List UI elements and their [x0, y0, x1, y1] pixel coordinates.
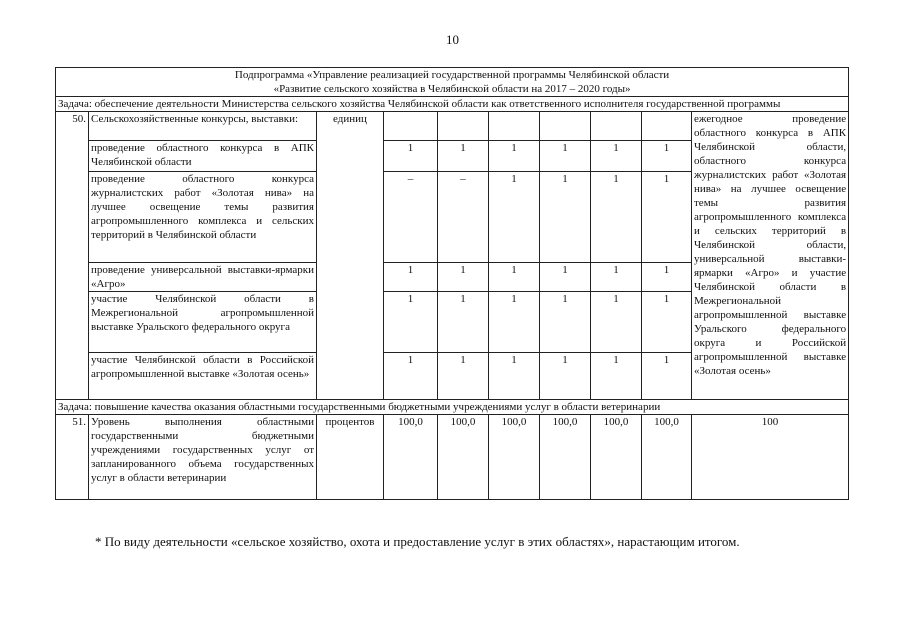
subprogram-title-row — [56, 68, 849, 97]
value-cell: 1 — [642, 353, 692, 400]
value-cell: 1 — [489, 292, 540, 353]
value-cell: 1 — [642, 141, 692, 172]
row50-number: 50. — [56, 112, 89, 400]
value-cell: 1 — [489, 141, 540, 172]
value-cell: 1 — [438, 141, 489, 172]
value-cell: 1 — [384, 263, 438, 292]
task1-row — [56, 97, 849, 112]
row51-name: Уровень выполнения областными государственными бюджетными учреждениями государственных услуг от запланированного объема государственных услуг в области ветеринарии — [89, 415, 317, 500]
value-cell: 1 — [438, 263, 489, 292]
subprogram-title — [56, 68, 849, 97]
value-cell: 1 — [591, 353, 642, 400]
value-cell: – — [438, 172, 489, 263]
row50-item-name: проведение областного конкурса журналистских работ «Золотая нива» на лучшее освещение темы развития агропромышленного комплекса и сельских территорий в Челябинской области — [89, 172, 317, 263]
value-cell: 100,0 — [591, 415, 642, 500]
row50-unit: единиц — [317, 112, 384, 400]
row50-header-cell-6 — [642, 112, 692, 141]
value-cell: 100,0 — [438, 415, 489, 500]
value-cell: 1 — [540, 141, 591, 172]
row50-header-cell-4 — [540, 112, 591, 141]
value-cell: 100,0 — [540, 415, 591, 500]
row51-number: 51. — [56, 415, 89, 500]
value-cell: 1 — [591, 172, 642, 263]
row50-item-name: участие Челябинской области в Межрегиональной агропромышленной выставке Уральского федерального округа — [89, 292, 317, 353]
row50-header-cell-1 — [384, 112, 438, 141]
task2-text: Задача: повышение качества оказания областными государственными бюджетными учреждениями услуг в области ветеринарии — [56, 400, 849, 415]
subprogram-title-line1: Подпрограмма «Управление реализацией государственной программы Челябинской области — [234, 69, 670, 81]
value-cell: 100,0 — [489, 415, 540, 500]
value-cell: 1 — [540, 263, 591, 292]
value-cell: 100,0 — [384, 415, 438, 500]
row51-unit: процентов — [317, 415, 384, 500]
task1-text: Задача: обеспечение деятельности Министерства сельского хозяйства Челябинской области как ответственного исполнителя государственной программы — [56, 97, 849, 112]
row50-header-cell-5 — [591, 112, 642, 141]
value-cell: 1 — [438, 292, 489, 353]
row51-outcome: 100 — [692, 415, 849, 500]
value-cell: 100,0 — [642, 415, 692, 500]
row50-item-name: проведение областного конкурса в АПК Челябинской области — [89, 141, 317, 172]
value-cell: 1 — [384, 353, 438, 400]
value-cell: 1 — [489, 353, 540, 400]
value-cell: 1 — [438, 353, 489, 400]
row50-header-cell-2 — [438, 112, 489, 141]
value-cell: 1 — [642, 263, 692, 292]
value-cell: 1 — [384, 141, 438, 172]
table-row — [56, 415, 849, 500]
task2-row — [56, 400, 849, 415]
value-cell: 1 — [489, 172, 540, 263]
row50-item-name: участие Челябинской области в Российской агропромышленной выставке «Золотая осень» — [89, 353, 317, 400]
value-cell: 1 — [642, 172, 692, 263]
table-row — [56, 112, 849, 141]
value-cell: 1 — [591, 292, 642, 353]
value-cell: – — [384, 172, 438, 263]
page-number: 10 — [446, 32, 459, 47]
value-cell: 1 — [384, 292, 438, 353]
value-cell: 1 — [642, 292, 692, 353]
row50-outcome: ежегодное проведение областного конкурса в АПК Челябинской области, областного конкурса журналистских работ «Золотая нива» на лучшее освещение темы развития агропромышленного комплекса и сельских территорий в Челябинской области, универсальной выставки-ярмарки «Агро» и участие Челябинской области в Межрегиональной агропромышленной выставке Уральского федерального округа и Российской агропромышленной выставке «Золотая осень» — [692, 112, 849, 400]
value-cell: 1 — [540, 353, 591, 400]
value-cell: 1 — [489, 263, 540, 292]
program-table — [55, 67, 849, 500]
value-cell: 1 — [540, 172, 591, 263]
value-cell: 1 — [591, 141, 642, 172]
subprogram-title-line2: «Развитие сельского хозяйства в Челябинской области на 2017 – 2020 годы» — [273, 83, 631, 95]
value-cell: 1 — [540, 292, 591, 353]
row50-name: Сельскохозяйственные конкурсы, выставки: — [89, 112, 317, 141]
row50-item-name: проведение универсальной выставки-ярмарки «Агро» — [89, 263, 317, 292]
footnote: * По виду деятельности «сельское хозяйство, охота и предоставление услуг в этих областях», нарастающим итогом. — [95, 534, 740, 549]
value-cell: 1 — [591, 263, 642, 292]
row50-header-cell-3 — [489, 112, 540, 141]
